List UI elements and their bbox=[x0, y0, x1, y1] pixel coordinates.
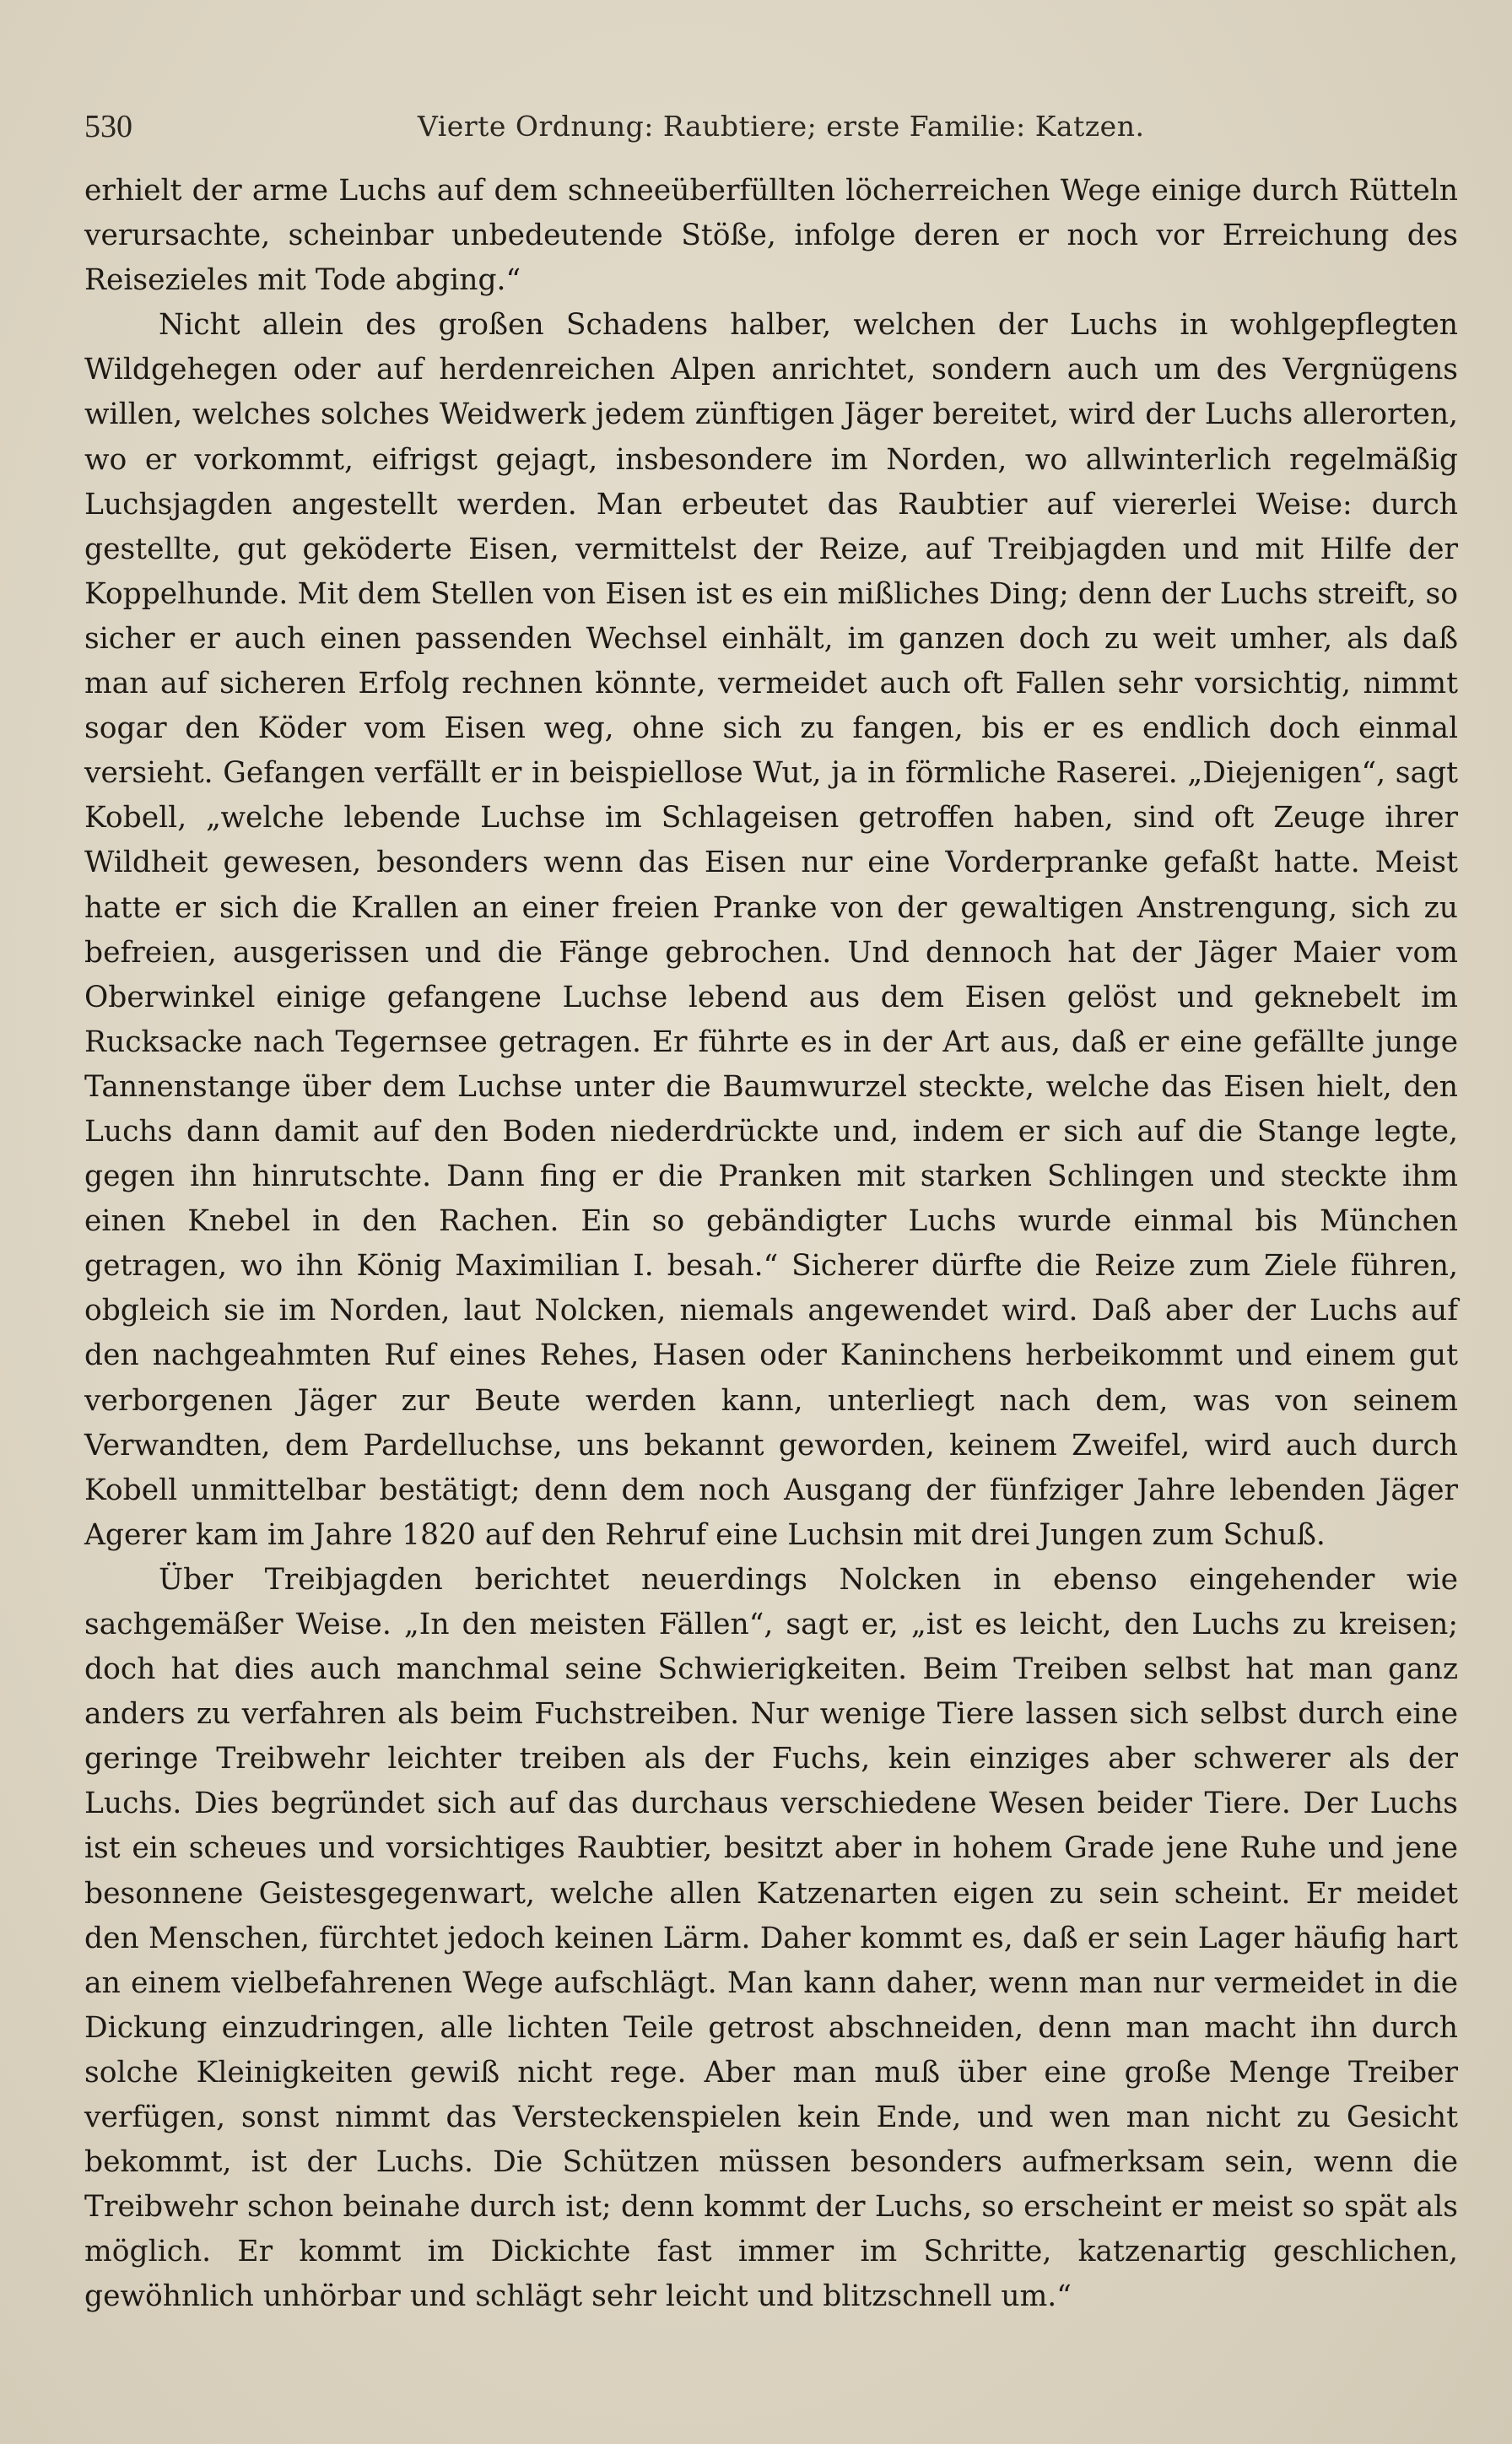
body-text bbox=[84, 169, 1458, 2320]
paragraph-1: erhielt der arme Luchs auf dem schneeüberfüllten löcherreichen Wege einige durch Rütteln verursachte, scheinbar unbedeutende Stöße, infolge deren er noch vor Erreichung des Reisezieles mit Tode abging.“ bbox=[84, 174, 1458, 298]
running-head: Vierte Ordnung: Raubtiere; erste Familie: Katzen. bbox=[418, 110, 1145, 143]
page-number: 530 bbox=[84, 109, 132, 144]
page-header bbox=[84, 101, 1460, 152]
paragraph-3: Über Treibjagden berichtet neuerdings Nolcken in ebenso eingehender wie sachgemäßer Weise. „In den meisten Fällen“, sagt er, „ist es leicht, den Luchs zu kreisen; doch hat dies auch manchmal seine Schwierigkeiten. Beim Treiben selbst hat man ganz anders zu verfahren als beim Fuchstreiben. Nur wenige Tiere lassen sich selbst durch eine geringe Treibwehr leichter treiben als der Fuchs, kein einziges aber schwerer als der Luchs. Dies begründet sich auf das durchaus verschiedene Wesen beider Tiere. Der Luchs ist ein scheues und vorsichtiges Raubtier, besitzt aber in hohem Grade jene Ruhe und jene besonnene Geistesgegenwart, welche allen Katzenarten eigen zu sein scheint. Er meidet den Menschen, fürchtet jedoch keinen Lärm. Daher kommt es, daß er sein Lager häufig hart an einem vielbefahrenen Wege aufschlägt. Man kann daher, wenn man nur vermeidet in die Dickung einzudringen, alle lichten Teile getrost abschneiden, denn man macht ihn durch solche Kleinigkeiten gewiß nicht rege. Aber man muß über eine große Menge Treiber verfügen, sonst nimmt das Versteckenspielen kein Ende, und wen man nicht zu Gesicht bekommt, ist der Luchs. Die Schützen müssen besonders aufmerksam sein, wenn die Treibwehr schon beinahe durch ist; denn kommt der Luchs, so erscheint er meist so spät als möglich. Er kommt im Dickichte fast immer im Schritte, katzenartig geschlichen, gewöhnlich unhörbar und schlägt sehr leicht und blitzschnell um.“ bbox=[84, 1562, 1458, 2314]
paragraph-2: Nicht allein des großen Schadens halber, welchen der Luchs in wohlgepflegten Wildgehegen oder auf herdenreichen Alpen anrichtet, sondern auch um des Vergnügens willen, welches solches Weidwerk jedem zünftigen Jäger bereitet, wird der Luchs allerorten, wo er vorkommt, eifrigst gejagt, insbesondere im Norden, wo allwinterlich regelmäßig Luchsjagden angestellt werden. Man erbeutet das Raubtier auf viererlei Weise: durch gestellte, gut geköderte Eisen, vermittelst der Reize, auf Treibjagden und mit Hilfe der Koppelhunde. Mit dem Stellen von Eisen ist es ein mißliches Ding; denn der Luchs streift, so sicher er auch einen passenden Wechsel einhält, im ganzen doch zu weit umher, als daß man auf sicheren Erfolg rechnen könnte, vermeidet auch oft Fallen sehr vorsichtig, nimmt sogar den Köder vom Eisen weg, ohne sich zu fangen, bis er es endlich doch einmal versieht. Gefangen verfällt er in beispiellose Wut, ja in förmliche Raserei. „Diejenigen“, sagt Kobell, „welche lebende Luchse im Schlageisen getroffen haben, sind oft Zeuge ihrer Wildheit gewesen, besonders wenn das Eisen nur eine Vorderpranke gefaßt hatte. Meist hatte er sich die Krallen an einer freien Pranke von der gewaltigen Anstrengung, sich zu befreien, ausgerissen und die Fänge gebrochen. Und dennoch hat der Jäger Maier vom Oberwinkel einige gefangene Luchse lebend aus dem Eisen gelöst und geknebelt im Rucksacke nach Tegernsee getragen. Er führte es in der Art aus, daß er eine gefällte junge Tannenstange über dem Luchse unter die Baumwurzel steckte, welche das Eisen hielt, den Luchs dann damit auf den Boden niederdrückte und, indem er sich auf die Stange legte, gegen ihn hinrutschte. Dann fing er die Pranken mit starken Schlingen und steckte ihm einen Knebel in den Rachen. Ein so gebändigter Luchs wurde einmal bis München getragen, wo ihn König Maximilian I. besah.“ Sicherer dürfte die Reize zum Ziele führen, obgleich sie im Norden, laut Nolcken, niemals angewendet wird. Daß aber der Luchs auf den nachgeahmten Ruf eines Rehes, Hasen oder Kaninchens herbeikommt und einem gut verborgenen Jäger zur Beute werden kann, unterliegt nach dem, was von seinem Verwandten, dem Pardelluchse, uns bekannt geworden, keinem Zweifel, wird auch durch Kobell unmittelbar bestätigt; denn dem noch Ausgang der fünfziger Jahre lebenden Jäger Agerer kam im Jahre 1820 auf den Rehruf eine Luchsin mit drei Jungen zum Schuß. bbox=[84, 308, 1458, 1552]
